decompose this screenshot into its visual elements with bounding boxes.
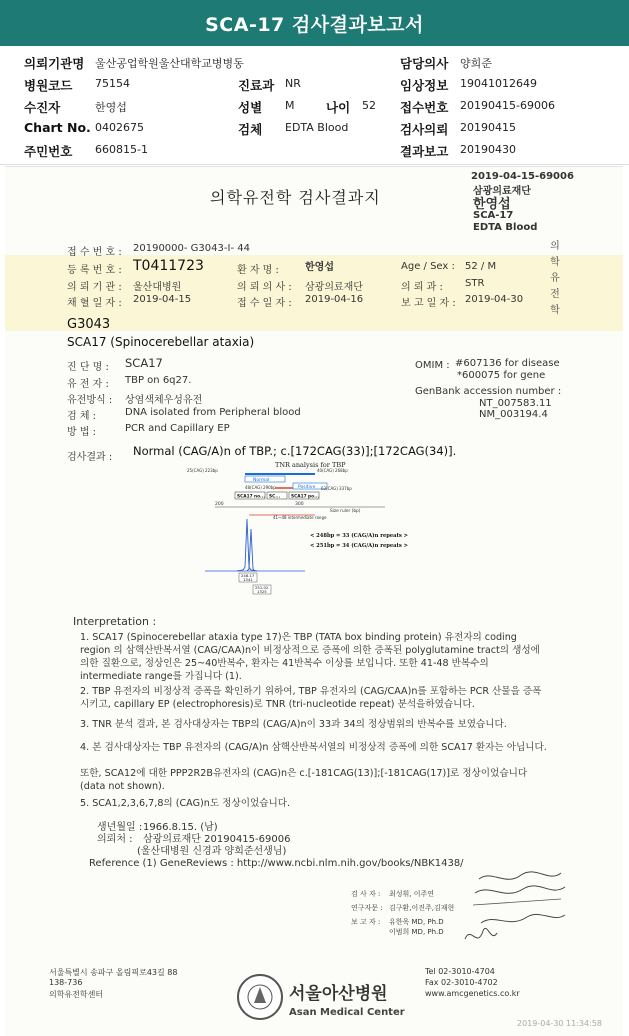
age-label: 나이 — [326, 100, 351, 115]
field-label: 등 록 번 호 : — [67, 265, 122, 276]
specimen-value: EDTA Blood — [285, 121, 349, 134]
interp-4: 4. 본 검사대상자는 TBP 유전자의 (CAG/A)n 삼핵산반복서열의 비정상적 증폭에 의한 SCA17 환자는 아닙니다. — [80, 742, 547, 753]
field-label: 유전방식 : — [67, 395, 113, 406]
diagnosis: SCA17 — [125, 356, 163, 370]
interp-4b: 또한, SCA12에 대한 PPP2R2B유전자의 (CAG)n은 c.[-181CAG(13)];[-181CAG(17)]로 정상이었습니다 (data not shown). — [80, 768, 528, 792]
researcher-label: 연구자문 : — [351, 904, 383, 912]
stamp-name: 한영섭 — [473, 197, 511, 212]
patient-name: 한영섭 — [305, 262, 334, 273]
clinical-label: 임상정보 — [400, 78, 449, 93]
website: www.amcgenetics.co.kr — [425, 989, 520, 998]
field-label: 의 뢰 기 관 : — [67, 282, 122, 293]
collect-date: 2019-04-15 — [133, 294, 192, 305]
age-value: 52 — [362, 99, 376, 112]
doctor-value: 양희준 — [460, 57, 492, 70]
receipt-value: 20190415-69006 — [460, 99, 555, 112]
asan-logo-icon — [237, 974, 283, 1020]
reg-no: T0411723 — [133, 258, 204, 274]
report-label: 결과보고 — [400, 144, 449, 159]
peak-248 — [237, 519, 257, 571]
specimen: DNA isolated from Peripheral blood — [125, 407, 301, 418]
field-label: 방 법 : — [67, 427, 97, 438]
id-value: 660815-1 — [95, 143, 148, 156]
chart-no-label: Chart No. — [24, 120, 91, 135]
inheritance: 상염색체우성유전 — [125, 395, 203, 406]
result-label: 검사결과 : — [67, 452, 113, 463]
report-header — [0, 46, 629, 165]
field-label: 채 혈 일 자 : — [67, 298, 122, 309]
genbank-1: NT_007583.11 — [479, 398, 552, 409]
x-tick: 300 — [295, 502, 304, 507]
stamp-specimen: EDTA Blood — [473, 222, 538, 233]
field-label: Age / Sex : — [401, 261, 455, 272]
bin-label: SCA17 po... — [291, 494, 319, 500]
patient-label: 수진자 — [24, 100, 61, 115]
tnr-chart — [187, 459, 515, 599]
researcher-value: 김구환,이진주,김재현 — [389, 904, 455, 912]
reference: Reference (1) GeneReviews : http://www.ncbi.nlm.nih.gov/books/NBK1438/ — [89, 858, 464, 869]
brand-name-en: Asan Medical Center — [289, 1007, 405, 1018]
test-code: G3043 — [67, 317, 111, 332]
result-value: Normal (CAG/A)n of TBP.; c.[172CAG(33)];[172CAG(34)]. — [133, 444, 457, 458]
id-label: 주민번호 — [24, 144, 73, 159]
field-label: 검 체 : — [67, 411, 97, 422]
vertical-char: 학 — [550, 305, 560, 316]
annot-337: 63(CAG) 337bp — [321, 486, 352, 491]
requester-sub: (울산대병원 신경과 양희준선생님) — [137, 846, 287, 857]
doctor-label: 담당의사 — [400, 56, 449, 71]
request-label: 검사의뢰 — [400, 122, 449, 137]
genbank-label: GenBank accession number : — [415, 386, 562, 397]
bin-label: SCA17 no... — [237, 494, 265, 500]
omim-label: OMIM : — [415, 360, 450, 371]
bin-label: SC... — [269, 494, 281, 500]
print-timestamp: 2019-04-30 11:34:58 — [517, 1019, 602, 1028]
field-label: 유 전 자 : — [67, 379, 109, 390]
x-axis-label: Size ruler (bp) — [330, 509, 361, 514]
peak-tag: 251.02 — [255, 585, 269, 590]
stamp-org: 삼광의료재단 — [473, 186, 531, 197]
gene: TBP on 6q27. — [125, 375, 192, 386]
omim-gene: *600075 for gene — [457, 370, 546, 381]
report-date: 2019-04-30 — [465, 294, 524, 305]
ref-org: 울산대병원 — [133, 282, 182, 293]
scanned-report — [5, 166, 623, 1036]
address-3: 의학유전학센터 — [49, 990, 104, 999]
reporter-value: 유한욱 MD, Ph.D — [389, 918, 444, 926]
report-value: 20190430 — [460, 143, 516, 156]
specimen-label: 검체 — [238, 122, 263, 137]
ref-dept: STR — [465, 278, 485, 289]
examiner-value: 최성휘, 이주연 — [389, 890, 435, 898]
birth-label: 생년월일 : — [97, 822, 143, 833]
range-label-normal: Normal — [253, 478, 270, 483]
reporter-label: 보 고 자 : — [351, 918, 381, 926]
field-label: 접 수 일 자 : — [237, 298, 292, 309]
examiner-label: 검 사 자 : — [351, 890, 381, 898]
field-label: 보 고 일 자 : — [401, 298, 456, 309]
stamp-number: 2019-04-15-69006 — [471, 171, 574, 182]
ref-doctor: 삼광의료재단 — [305, 282, 363, 293]
vertical-dept-label — [549, 239, 561, 319]
reporter2-value: 이범희 MD, Ph.D — [389, 928, 444, 936]
annot-290: 48(CAG) 290bp — [245, 485, 276, 490]
genbank-2: NM_003194.4 — [479, 409, 548, 420]
interp-3: 3. TNR 분석 결과, 본 검사대상자는 TBP의 (CAG/A)n이 33과 34의 정상범위의 반복수를 보였습니다. — [80, 719, 507, 730]
address-2: 138-736 — [49, 978, 83, 987]
doc-title: 의학유전학 검사결과지 — [210, 188, 381, 207]
vertical-char: 유 — [550, 273, 560, 284]
peak-tag: 1325 — [257, 589, 267, 594]
signature-image — [461, 865, 571, 955]
annot-268: 40(CAG) 268bp — [317, 468, 348, 473]
field-label: 의 뢰 의 사 : — [237, 282, 292, 293]
range-label-positive: Positive — [298, 485, 316, 490]
institution-label: 의뢰기관명 — [24, 56, 85, 71]
receipt-no: 20190000- G3043-I- 44 — [133, 243, 250, 254]
hospital-code-label: 병원코드 — [24, 78, 73, 93]
interp-2: 2. TBP 유전자의 비정상적 증폭을 확인하기 위하여, TBP 유전자의 (CAG/CAA)n를 포함하는 PCR 산물을 증폭시키고, capillary EP (electrophoresis)로 TNR (tri-nucleotide repeat) 분석을하였습니다. — [80, 686, 542, 710]
institution-value: 울산공업학원울산대학교병병동 — [95, 57, 244, 70]
hospital-code-value: 75154 — [95, 77, 130, 90]
patient-value: 한영섭 — [95, 101, 127, 114]
field-label: 진 단 명 : — [67, 362, 109, 373]
method: PCR and Capillary EP — [125, 423, 230, 434]
recv-date: 2019-04-16 — [305, 294, 364, 305]
peak-tag: 248.17 — [241, 573, 255, 578]
address-1: 서울특별시 송파구 올림픽로43길 88 — [49, 968, 178, 977]
x-tick: 200 — [215, 502, 224, 507]
disease-name: SCA17 (Spinocerebellar ataxia) — [67, 335, 255, 349]
field-label: 의 뢰 과 : — [401, 282, 443, 293]
peak-tag: 1341 — [243, 577, 253, 582]
requester-label: 의뢰처 : — [97, 834, 133, 845]
birth-value: 1966.8.15. (남) — [143, 822, 218, 833]
stamp-test: SCA-17 — [473, 210, 514, 221]
page-title: SCA-17 검사결과보고서 — [0, 0, 629, 46]
chart-no-value: 0402675 — [95, 121, 144, 134]
requester-value: 삼광의료재단 20190415-69006 — [143, 834, 291, 845]
brand-name-ko: 서울아산병원 — [289, 984, 388, 1004]
dept-label: 진료과 — [238, 78, 275, 93]
vertical-char: 의 — [550, 241, 560, 252]
fax: Fax 02-3010-4702 — [425, 978, 498, 987]
intermediate-label: 41~48 intermediate range — [273, 515, 327, 520]
request-value: 20190415 — [460, 121, 516, 134]
clinical-value: 19041012649 — [460, 77, 537, 90]
dept-value: NR — [285, 77, 301, 90]
interpretation-title: Interpretation : — [73, 615, 157, 628]
sex-label: 성별 — [238, 100, 263, 115]
chart-title: TNR analysis for TBP — [275, 461, 346, 469]
field-label: 접 수 번 호 : — [67, 247, 122, 258]
omim-disease: #607136 for disease — [455, 358, 560, 369]
field-label: 환 자 명 : — [237, 265, 279, 276]
peak-label-248: < 248bp = 33 (CAG/A)n repeats > — [310, 533, 409, 539]
peak-label-251: < 251bp = 34 (CAG/A)n repeats > — [310, 543, 409, 549]
vertical-char: 학 — [550, 257, 560, 268]
interp-5: 5. SCA1,2,3,6,7,8의 (CAG)n도 정상이었습니다. — [80, 798, 291, 809]
age-sex: 52 / M — [465, 261, 497, 272]
tel: Tel 02-3010-4704 — [425, 967, 495, 976]
annot-223: 25(CAG) 223bp — [187, 468, 218, 473]
receipt-label: 접수번호 — [400, 100, 449, 115]
interp-1: 1. SCA17 (Spinocerebellar ataxia type 17)은 TBP (TATA box binding protein) 유전자의 coding region 의 삼핵산반복서열 (CAG/CAA)n이 비정상적으로 증폭에 의한 증폭된 polyglutamine tract의 생성에 의한 질환으로, 정상인은 25~40반복수, 환자는 41반복수 이상를 보입니다. 또한 41-48 반복수의 intermediate range를 가집니다 (1). — [80, 632, 540, 682]
sex-value: M — [285, 99, 295, 112]
vertical-char: 전 — [550, 289, 560, 300]
